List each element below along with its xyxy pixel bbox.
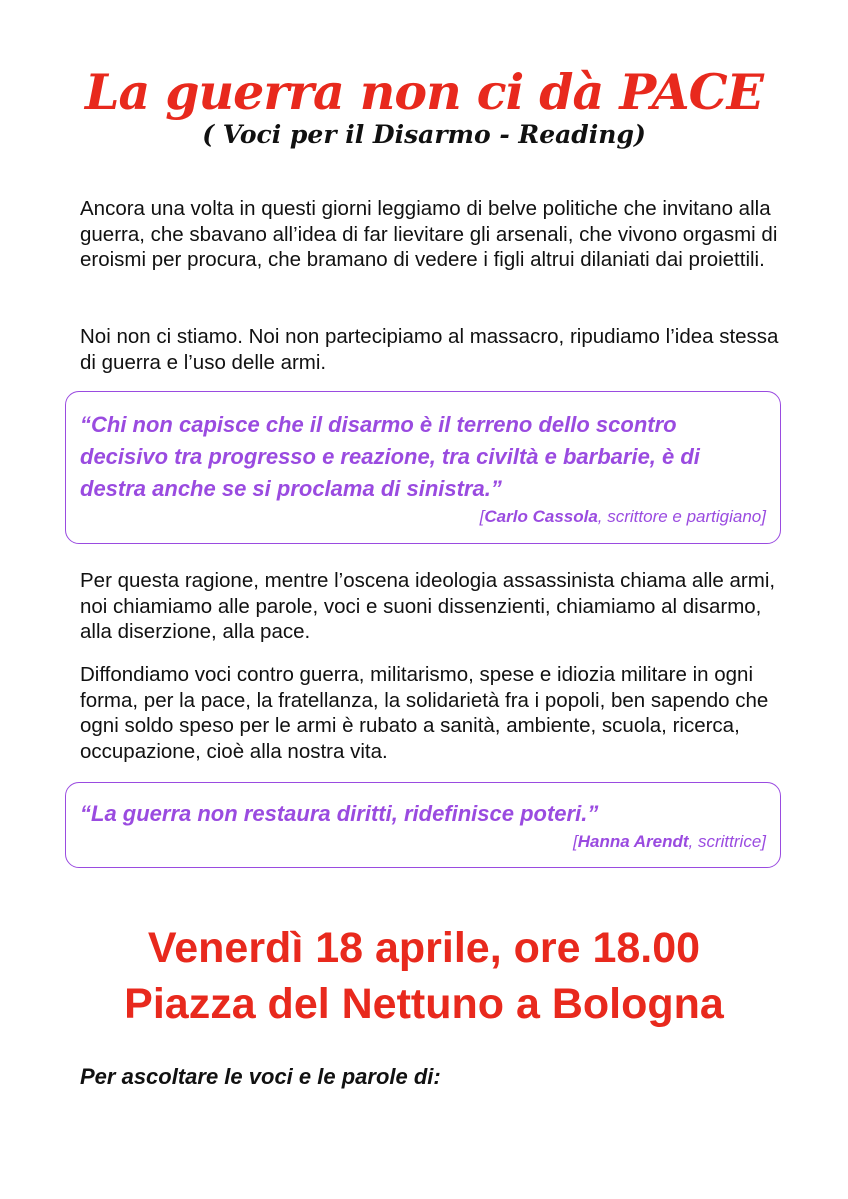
attribution-open-bracket: [ [572,832,578,851]
flyer-title: La guerra non ci dà PACE [85,63,763,121]
quote-text: “La guerra non restaura diritti, ridefinisce poteri.” [80,801,599,826]
event-date-time: Venerdì 18 aprile, ore 18.00 [147,924,701,972]
quote-author: Carlo Cassola [484,507,598,526]
reason-paragraph: Per questa ragione, mentre l’oscena ideologia assassinista chiama alle armi, noi chiamiamo alle parole, voci e suoni dissenzienti, chiamiamo al disarmo, alla diserzione, alla pace. [80,569,776,643]
quote-author: Hanna Arendt [577,832,689,851]
quote-box-arendt [65,782,781,868]
flyer-subtitle: ( Voci per il Disarmo - Reading) [202,120,646,149]
quote-attribution [573,832,766,852]
attribution-open-bracket: [ [479,507,485,526]
listen-heading: Per ascoltare le voci e le parole di: [80,1064,441,1089]
quote-box-cassola [65,391,781,544]
quote-author-role: , scrittore e partigiano] [597,507,766,526]
spread-paragraph: Diffondiamo voci contro guerra, militarismo, spese e idiozia militare in ogni forma, per la pace, la fratellanza, la solidarietà fra i popoli, ben sapendo che ogni soldo speso per le armi è rubato a sanità, ambiente, scuola, ricerca, occupazione, cioè alla nostra vita. [80,663,769,763]
quote-author-role: , scrittrice] [688,832,766,851]
stance-paragraph: Noi non ci stiamo. Noi non partecipiamo al massacro, ripudiamo l’idea stessa di guerra e l’uso delle armi. [80,325,779,374]
quote-attribution [480,507,766,527]
event-location: Piazza del Nettuno a Bologna [124,980,724,1028]
quote-text: “Chi non capisce che il disarmo è il terreno dello scontro decisivo tra progresso e reazione, tra civiltà e barbarie, è di destra anche se si proclama di sinistra.” [80,412,700,501]
intro-paragraph: Ancora una volta in questi giorni leggiamo di belve politiche che invitano alla guerra, che sbavano all’idea di far lievitare gli arsenali, che vivono orgasmi di eroismi per procura, che bramano di vedere i figli altrui dilaniati dai proiettili. [80,197,778,271]
